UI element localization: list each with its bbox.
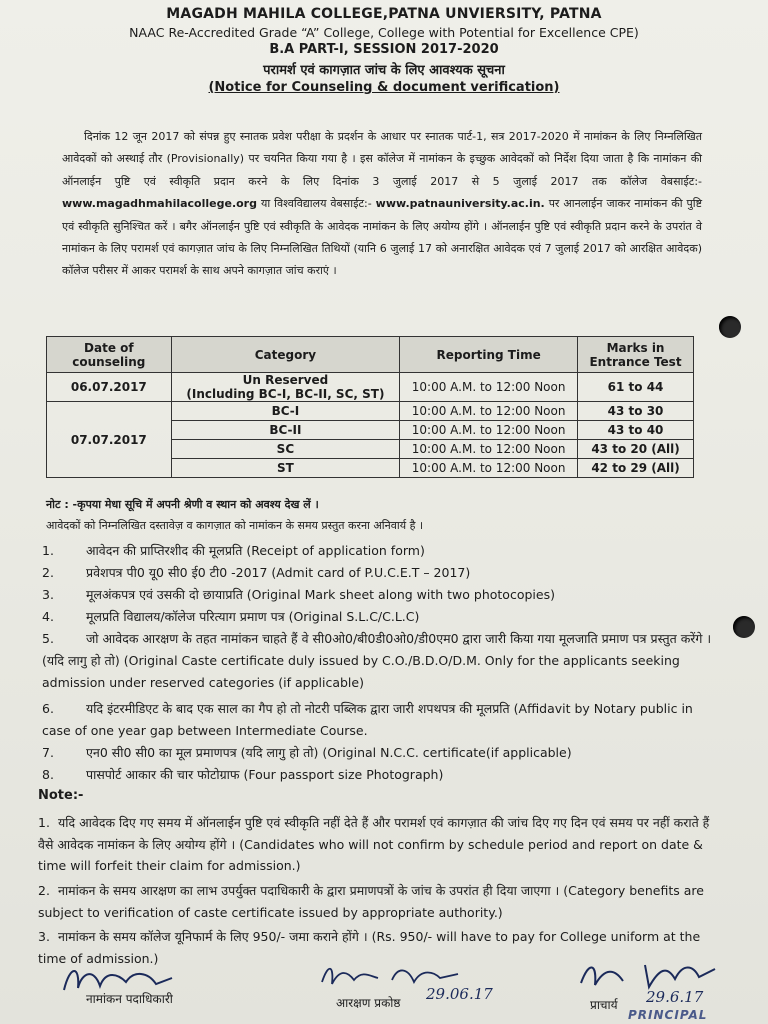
doc-text: पासपोर्ट आकार की चार फोटोग्राफ (Four passport size Photograph) (86, 767, 444, 782)
header-date: Date of counseling (47, 337, 172, 373)
punch-hole-top (719, 316, 741, 338)
doc-number: 5. (42, 631, 54, 646)
header-time: Reporting Time (400, 337, 578, 373)
table-row (47, 373, 694, 402)
accreditation-line: NAAC Re-Accredited Grade “A” College, College with Potential for Excellence CPE) (129, 25, 639, 40)
hindi-title: परामर्श एवं कागज़ात जांच के लिए आवश्यक सूचना (263, 63, 505, 78)
doc-item-8 (42, 764, 722, 786)
doc-text: मूलप्रति विद्यालय/कॉलेज परित्याग प्रमाण पत्र (Original S.L.C/C.L.C) (86, 609, 420, 624)
cell-marks: 43 to 20 (All) (578, 440, 694, 459)
cell-marks: 43 to 40 (578, 421, 694, 440)
doc-number: 6. (42, 701, 54, 716)
doc-item-2 (42, 562, 722, 584)
merit-list-note: नोट : -कृपया मेधा सूचि में अपनी श्रेणी व स्थान को अवश्य देख लें । (46, 498, 319, 511)
principal-label: प्राचार्य (590, 998, 618, 1012)
note-item-1 (38, 812, 722, 877)
category-line1: Un Reserved (242, 373, 329, 387)
intro-part1: दिनांक 12 जून 2017 को संपन्न हुए स्नातक प्रवेश परीक्षा के प्रदर्शन के आधार पर स्नातक पार्ट-1, सत्र 2017-2020 में नामांकन के लिए निम्नलिखित आवेदकों को अस्थाई तौर (Provisionally) पर चयनित किया गया है । इस कॉलेज में नामांकन के इच्छुक आवेदकों को निर्देश दिया जाता है कि नामांकन की ऑनलाईन पुष्टि एवं स्वीकृति प्रदान करने के लिए दिनांक 3 जुलाई 2017 से 5 जुलाई 2017 तक कॉलेज वेबसाईट:- (62, 130, 702, 188)
reservation-cell-label: आरक्षण प्रकोष्ठ (336, 996, 401, 1010)
doc-text: जो आवेदक आरक्षण के तहत नामांकन चाहते हैं वे सी0ओ0/बी0डी0ओ0/डी0एम0 द्वारा जारी किया गया मूलजाति प्रमाण पत्र प्रस्तुत करेंगे । (यदि लागु हो तो) (Original Caste certificate duly issued by C.O./B.D.O/D.M. Only for the applicants seeking admission under reserved categories (if applicable) (42, 631, 712, 690)
university-website: www.patnauniversity.ac.in. (375, 197, 545, 211)
notes-title: Note:- (38, 788, 84, 803)
doc-text: यदि इंटरमीडिएट के बाद एक साल का गैप हो तो नोटरी पब्लिक द्वारा जारी शपथपत्र की मूलप्रति (Affidavit by Notary public in case of one year gap between Intermediate Course. (42, 701, 693, 738)
college-website: www.magadhmahilacollege.org (62, 197, 257, 211)
doc-item-4 (42, 606, 722, 628)
cell-category: SC (171, 440, 400, 459)
cell-time: 10:00 A.M. to 12:00 Noon (400, 421, 578, 440)
doc-text: मूलअंकपत्र एवं उसकी दो छायाप्रति (Original Mark sheet along with two photocopies) (86, 587, 555, 602)
note-number: 2. (38, 883, 50, 898)
cell-category: ST (171, 459, 400, 478)
session-line: B.A PART-I, SESSION 2017-2020 (269, 42, 499, 57)
punch-hole-bottom (733, 616, 755, 638)
doc-item-5 (42, 628, 714, 693)
doc-item-7 (42, 742, 722, 764)
note-text: नामांकन के समय कॉलेज यूनिफार्म के लिए 950/- जमा कराने होंगे । (Rs. 950/- will have to pay for College uniform at the time of admission.) (38, 929, 701, 966)
doc-text: प्रवेशपत्र पी0 यू0 सी0 ई0 टी0 -2017 (Admit card of P.U.C.E.T – 2017) (86, 565, 471, 580)
header-category: Category (171, 337, 400, 373)
note-text: नामांकन के समय आरक्षण का लाभ उपर्युक्त पदाधिकारी के द्वारा प्रमाणपत्रों के जांच के उपरांत ही दिया जाएगा । (Category benefits are subject to verification of caste certificate issued by appropriate authority.) (38, 883, 704, 920)
doc-text: एन0 सी0 सी0 का मूल प्रमाणपत्र (यदि लागु हो तो) (Original N.C.C. certificate(if applicable) (86, 745, 572, 760)
header-marks: Marks in Entrance Test (578, 337, 694, 373)
cell-time: 10:00 A.M. to 12:00 Noon (400, 440, 578, 459)
note-text: यदि आवेदक दिए गए समय में ऑनलाईन पुष्टि एवं स्वीकृति नहीं देते हैं और परामर्श एवं कागज़ात की जांच दिए गए दिन एवं समय पर नहीं कराते हैं वैसे आवेदक नामांकन के लिए अयोग्य होंगे । (Candidates who will not confirm by schedule period and report on date & time will forfeit their claim for admission.) (38, 815, 710, 873)
intro-part3: पर आनलाईन जाकर नामांकन की पुष्टि एवं स्वीकृति सुनिश्चित करें । बगैर ऑनलाईन पुष्टि एवं स्वीकृति के आवेदक नामांकन के लिए अयोग्य होंगे । ऑनलाईन पुष्टि एवं स्वीकृति प्रदान करने के उपरांत वे नामांकन के लिए परामर्श एवं कागज़ात जांच के लिए निम्नलिखित तिथियों (यानि 6 जुलाई 17 को अनारक्षित आवेदक एवं 7 जुलाई 2017 को आरक्षित आवेदक) कॉलेज परीसर में आकर परामर्श के साथ अपने कागज़ात जांच कराएं । (62, 197, 703, 278)
doc-number: 8. (42, 767, 54, 782)
note-item-2 (38, 880, 722, 923)
cell-time: 10:00 A.M. to 12:00 Noon (400, 402, 578, 421)
doc-item-6 (42, 698, 714, 742)
cell-marks: 43 to 30 (578, 402, 694, 421)
doc-item-1 (42, 540, 722, 562)
doc-number: 3. (42, 587, 54, 602)
principal-signature-date: 29.6.17 (646, 988, 704, 1006)
note-number: 1. (38, 815, 50, 830)
counseling-schedule-table (46, 336, 694, 478)
cell-category (171, 373, 400, 402)
principal-stamp: PRINCIPAL (628, 1008, 708, 1022)
cell-marks: 42 to 29 (All) (578, 459, 694, 478)
doc-number: 4. (42, 609, 54, 624)
cell-time: 10:00 A.M. to 12:00 Noon (400, 373, 578, 402)
documents-intro: आवेदकों को निम्नलिखित दस्तावेज़ व कागज़ात को नामांकन के समय प्रस्तुत करना अनिवार्य है । (46, 519, 424, 532)
cell-category: BC-II (171, 421, 400, 440)
cell-category: BC-I (171, 402, 400, 421)
cell-date: 07.07.2017 (47, 402, 172, 478)
cell-marks: 61 to 44 (578, 373, 694, 402)
reservation-signature-date: 29.06.17 (426, 985, 493, 1003)
cell-time: 10:00 A.M. to 12:00 Noon (400, 459, 578, 478)
table-row (47, 402, 694, 421)
doc-number: 1. (42, 543, 54, 558)
note-number: 3. (38, 929, 50, 944)
category-line2: (Including BC-I, BC-II, SC, ST) (186, 387, 385, 401)
intro-part2: या विश्वविद्यालय वेबसाईट:- (260, 197, 372, 211)
doc-item-3 (42, 584, 722, 606)
english-title: (Notice for Counseling & document verification) (208, 80, 560, 95)
doc-text: आवेदन की प्राप्तिरशीद की मूलप्रति (Receipt of application form) (86, 543, 425, 558)
admission-officer-label: नामांकन पदाधिकारी (86, 992, 173, 1006)
intro-paragraph (62, 126, 702, 283)
doc-number: 7. (42, 745, 54, 760)
college-name: MAGADH MAHILA COLLEGE,PATNA UNVIERSITY, PATNA (166, 6, 602, 22)
cell-date: 06.07.2017 (47, 373, 172, 402)
doc-number: 2. (42, 565, 54, 580)
